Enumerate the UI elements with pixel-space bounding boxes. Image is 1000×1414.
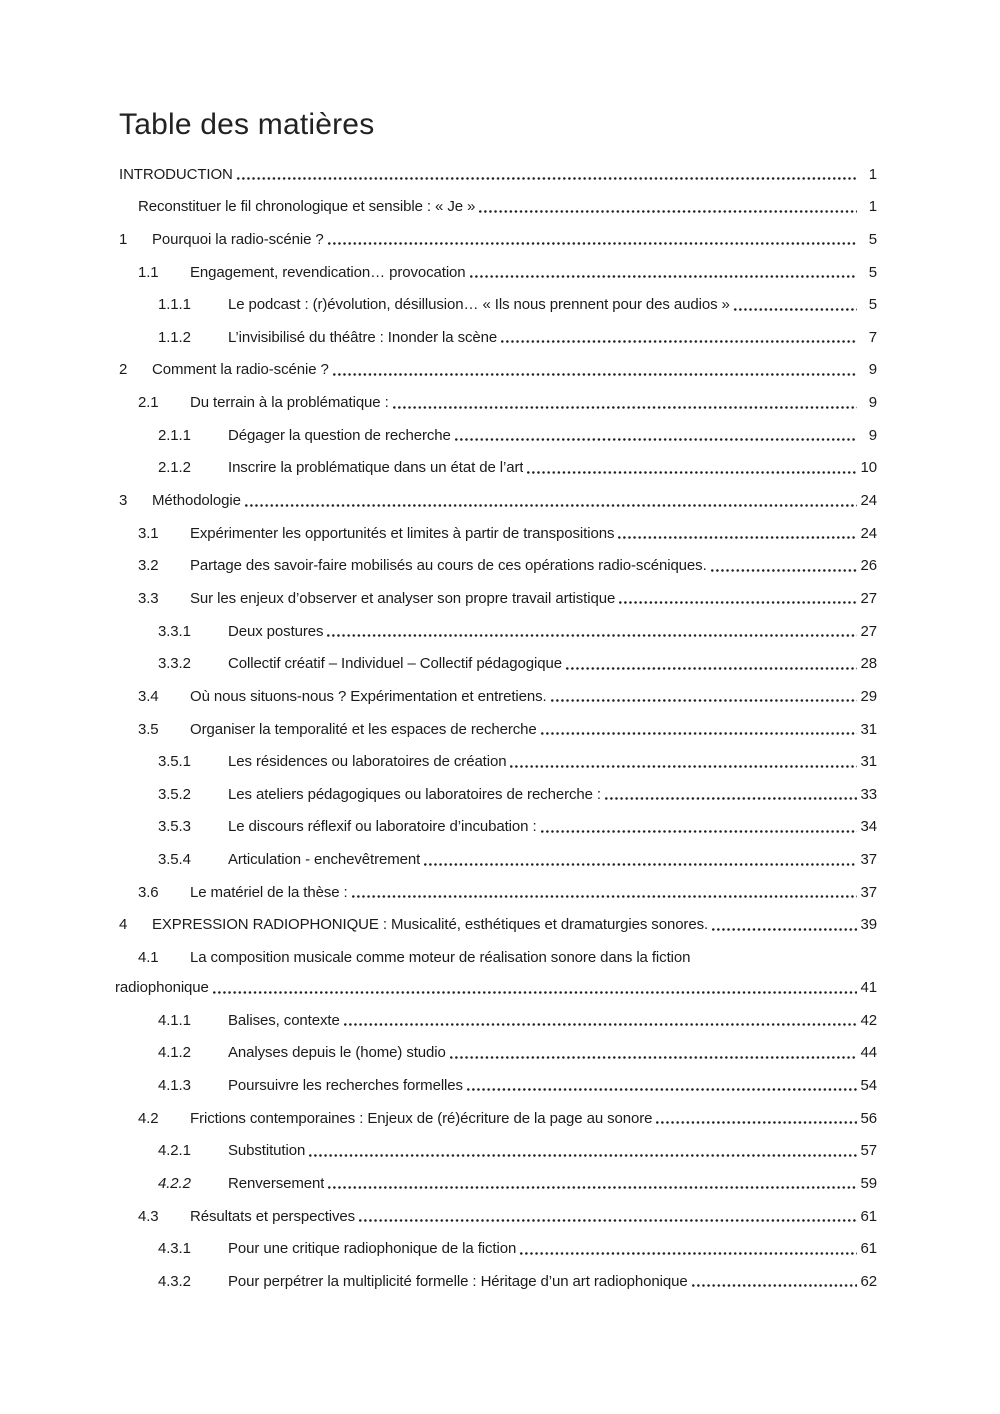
toc-entry-number: 3.4 <box>138 687 159 705</box>
toc-entry-number: 2 <box>119 361 128 379</box>
toc-entry-number: 4.2.2 <box>158 1174 191 1192</box>
toc-entry-page-number: 10 <box>860 459 877 477</box>
toc-entry-3-2 <box>115 543 877 576</box>
toc-entry-title: Reconstituer le fil chronologique et sensible : « Je » <box>138 198 476 216</box>
toc-entry-title: Où nous situons-nous ? Expérimentation et entretiens. <box>190 687 547 705</box>
toc-entry-page-number: 7 <box>868 328 877 346</box>
toc-entry-number: 4.1 <box>138 949 159 967</box>
toc-entry-page-number: 54 <box>860 1076 877 1094</box>
toc-entry-number: 3.2 <box>138 557 159 575</box>
toc-entry-1 <box>115 184 877 217</box>
toc-entry-number: 3.3.1 <box>158 622 191 640</box>
dot-leader <box>510 765 857 768</box>
dot-leader <box>333 373 857 376</box>
toc-entry-page-number: 59 <box>860 1174 877 1192</box>
toc-entry-title: Dégager la question de recherche <box>228 426 451 444</box>
toc-entry-number: 4.2.1 <box>158 1142 191 1160</box>
toc-entry-0 <box>115 151 877 184</box>
dot-leader <box>352 895 857 898</box>
toc-entry-page-number: 26 <box>860 557 877 575</box>
toc-entry-page-number: 37 <box>860 851 877 869</box>
toc-entry-number: 4 <box>119 916 128 934</box>
toc-entry-number: 3.6 <box>138 883 159 901</box>
dot-leader <box>213 991 857 994</box>
toc-entry-number: 3.3 <box>138 589 159 607</box>
toc-entry-page-number: 61 <box>860 1240 877 1258</box>
toc-entry-title: Les résidences ou laboratoires de création <box>228 753 507 771</box>
toc-entry-3 <box>115 477 877 510</box>
page-content <box>0 106 1000 1291</box>
toc-entry-page-number: 61 <box>860 1207 877 1225</box>
toc-entry-page-number: 44 <box>860 1044 877 1062</box>
toc-entry-page-number: 39 <box>860 916 877 934</box>
dot-leader <box>245 504 857 507</box>
toc-entry-3-6 <box>115 869 877 902</box>
dot-leader <box>327 634 857 637</box>
toc-entry-number: 2.1.1 <box>158 426 191 444</box>
toc-entry-page-number: 27 <box>860 622 877 640</box>
toc-entry-title: Du terrain à la problématique : <box>190 394 389 412</box>
dot-leader <box>450 1056 857 1059</box>
toc-entry-title: Comment la radio-scénie ? <box>152 361 329 379</box>
toc-entry-page-number: 9 <box>868 394 877 412</box>
toc-entry-number: 4.1.1 <box>158 1011 191 1029</box>
dot-leader <box>692 1284 857 1287</box>
toc-entry-4-2 <box>115 1095 877 1128</box>
toc-entry-page-number: 5 <box>868 263 877 281</box>
dot-leader <box>344 1023 857 1026</box>
toc-entry-4-3-2 <box>115 1258 877 1291</box>
dot-leader <box>551 699 857 702</box>
toc-entry-page-number: 1 <box>868 198 877 216</box>
toc-entry-title: Le discours réflexif ou laboratoire d’incubation : <box>228 818 537 836</box>
toc-entry-title: Poursuivre les recherches formelles <box>228 1076 463 1094</box>
toc-entry-4-2-1 <box>115 1128 877 1161</box>
toc-list <box>115 151 877 1291</box>
toc-entry-number: 3.5.4 <box>158 851 191 869</box>
toc-entry-page-number: 62 <box>860 1272 877 1290</box>
toc-entry-title: EXPRESSION RADIOPHONIQUE : Musicalité, esthétiques et dramaturgies sonores. <box>152 916 709 934</box>
dot-leader <box>618 536 857 539</box>
toc-entry-page-number: 27 <box>860 589 877 607</box>
toc-entry-number: 4.3 <box>138 1207 159 1225</box>
toc-entry-title: Méthodologie <box>152 492 241 510</box>
dot-leader <box>501 340 857 343</box>
dot-leader <box>309 1154 857 1157</box>
toc-entry-2-1-1 <box>115 412 877 445</box>
dot-leader <box>619 601 857 604</box>
toc-entry-number: 3.5.1 <box>158 753 191 771</box>
toc-entry-number: 3.5.2 <box>158 785 191 803</box>
toc-entry-number: 3.3.2 <box>158 655 191 673</box>
toc-entry-4-1-3 <box>115 1062 877 1095</box>
toc-entry-number: 3.1 <box>138 524 159 542</box>
toc-entry-3-4 <box>115 673 877 706</box>
toc-entry-number: 4.1.3 <box>158 1076 191 1094</box>
toc-entry-page-number: 28 <box>860 655 877 673</box>
toc-entry-page-number: 42 <box>860 1011 877 1029</box>
toc-entry-title: Les ateliers pédagogiques ou laboratoires de recherche : <box>228 785 601 803</box>
toc-entry-page-number: 33 <box>860 785 877 803</box>
dot-leader <box>467 1088 857 1091</box>
toc-entry-title: Engagement, revendication… provocation <box>190 263 466 281</box>
toc-entry-title: Articulation - enchevêtrement <box>228 851 421 869</box>
toc-entry-page-number: 24 <box>860 524 877 542</box>
toc-entry-title: La composition musicale comme moteur de réalisation sonore dans la fiction <box>190 949 691 967</box>
toc-entry-title: Organiser la temporalité et les espaces de recherche <box>190 720 537 738</box>
toc-entry-title: Le podcast : (r)évolution, désillusion… « Ils nous prennent pour des audios » <box>228 296 730 314</box>
toc-entry-title: INTRODUCTION <box>119 165 233 183</box>
toc-entry-3-3-2 <box>115 641 877 674</box>
toc-entry-title: Le matériel de la thèse : <box>190 883 348 901</box>
toc-entry-title: Frictions contemporaines : Enjeux de (ré)écriture de la page au sonore <box>190 1109 653 1127</box>
toc-entry-1 <box>115 216 877 249</box>
dot-leader <box>520 1252 857 1255</box>
toc-entry-page-number: 41 <box>860 979 877 997</box>
toc-entry-4-1-1 <box>115 997 877 1030</box>
toc-entry-number: 2.1 <box>138 394 159 412</box>
toc-entry-4-2-2 <box>115 1160 877 1193</box>
toc-entry-2-1-2 <box>115 445 877 478</box>
toc-entry-title: Deux postures <box>228 622 324 640</box>
toc-entry-1-1-1 <box>115 282 877 315</box>
dot-leader <box>605 797 857 800</box>
toc-entry-title: Renversement <box>228 1174 325 1192</box>
toc-entry-number: 4.2 <box>138 1109 159 1127</box>
dot-leader <box>711 569 857 572</box>
dot-leader <box>734 308 857 311</box>
dot-leader <box>541 830 857 833</box>
dot-leader <box>712 928 857 931</box>
toc-entry-number: 1 <box>119 230 128 248</box>
toc-entry-title: Pour une critique radiophonique de la fiction <box>228 1240 517 1258</box>
toc-entry-1-1 <box>115 249 877 282</box>
toc-entry-3-5-4 <box>115 836 877 869</box>
toc-entry-number: 1.1 <box>138 263 159 281</box>
toc-entry-page-number: 9 <box>868 361 877 379</box>
toc-entry-number: 4.1.2 <box>158 1044 191 1062</box>
toc-entry-4-1-2 <box>115 1030 877 1063</box>
toc-entry-number: 4.3.1 <box>158 1240 191 1258</box>
dot-leader <box>393 406 857 409</box>
toc-entry-page-number: 37 <box>860 883 877 901</box>
toc-entry-number: 1.1.1 <box>158 296 191 314</box>
toc-entry-3-5-1 <box>115 739 877 772</box>
toc-entry-number: 3.5 <box>138 720 159 738</box>
toc-entry-4-1-continued <box>115 967 877 997</box>
toc-entry-title: Expérimenter les opportunités et limites à partir de transpositions <box>190 524 615 542</box>
toc-entry-title: Substitution <box>228 1142 306 1160</box>
toc-entry-title: Résultats et perspectives <box>190 1207 356 1225</box>
dot-leader <box>541 732 857 735</box>
toc-entry-title: Partage des savoir-faire mobilisés au cours de ces opérations radio-scéniques. <box>190 557 707 575</box>
toc-entry-page-number: 1 <box>868 165 877 183</box>
toc-entry-3-5-2 <box>115 771 877 804</box>
toc-entry-title: L’invisibilisé du théâtre : Inonder la scène <box>228 328 498 346</box>
toc-entry-3-3 <box>115 575 877 608</box>
toc-entry-page-number: 31 <box>860 753 877 771</box>
toc-entry-page-number: 34 <box>860 818 877 836</box>
toc-entry-title: Balises, contexte <box>228 1011 340 1029</box>
toc-entry-title: Inscrire la problématique dans un état de l’art <box>228 459 524 477</box>
toc-entry-title: Pourquoi la radio-scénie ? <box>152 230 324 248</box>
toc-entry-1-1-2 <box>115 314 877 347</box>
toc-entry-page-number: 5 <box>868 230 877 248</box>
toc-entry-3-1 <box>115 510 877 543</box>
dot-leader <box>328 242 857 245</box>
toc-entry-number: 3.5.3 <box>158 818 191 836</box>
dot-leader <box>470 275 857 278</box>
dot-leader <box>527 471 857 474</box>
toc-entry-3-5 <box>115 706 877 739</box>
toc-entry-page-number: 31 <box>860 720 877 738</box>
toc-entry-3-5-3 <box>115 804 877 837</box>
dot-leader <box>455 438 857 441</box>
dot-leader <box>237 177 857 180</box>
toc-entry-number: 3 <box>119 492 128 510</box>
toc-entry-page-number: 29 <box>860 687 877 705</box>
toc-entry-4-3 <box>115 1193 877 1226</box>
toc-entry-page-number: 9 <box>868 426 877 444</box>
toc-entry-3-3-1 <box>115 608 877 641</box>
dot-leader <box>566 667 857 670</box>
toc-entry-page-number: 5 <box>868 296 877 314</box>
toc-entry-4-1 <box>115 934 877 967</box>
toc-entry-title: Sur les enjeux d’observer et analyser son propre travail artistique <box>190 589 616 607</box>
toc-entry-number: 1.1.2 <box>158 328 191 346</box>
toc-entry-4-3-1 <box>115 1226 877 1259</box>
toc-entry-page-number: 57 <box>860 1142 877 1160</box>
dot-leader <box>479 210 857 213</box>
toc-entry-page-number: 24 <box>860 492 877 510</box>
toc-entry-title-continued: radiophonique <box>115 979 209 997</box>
toc-entry-4 <box>115 902 877 935</box>
dot-leader <box>656 1121 857 1124</box>
dot-leader <box>359 1219 857 1222</box>
toc-entry-title: Pour perpétrer la multiplicité formelle : Héritage d’un art radiophonique <box>228 1272 688 1290</box>
page-title: Table des matières <box>119 108 375 141</box>
toc-entry-page-number: 56 <box>860 1109 877 1127</box>
toc-entry-title: Analyses depuis le (home) studio <box>228 1044 446 1062</box>
toc-entry-2 <box>115 347 877 380</box>
toc-entry-number: 4.3.2 <box>158 1272 191 1290</box>
toc-entry-2-1 <box>115 379 877 412</box>
toc-entry-number: 2.1.2 <box>158 459 191 477</box>
toc-entry-title: Collectif créatif – Individuel – Collectif pédagogique <box>228 655 562 673</box>
dot-leader <box>328 1186 857 1189</box>
dot-leader <box>424 863 857 866</box>
